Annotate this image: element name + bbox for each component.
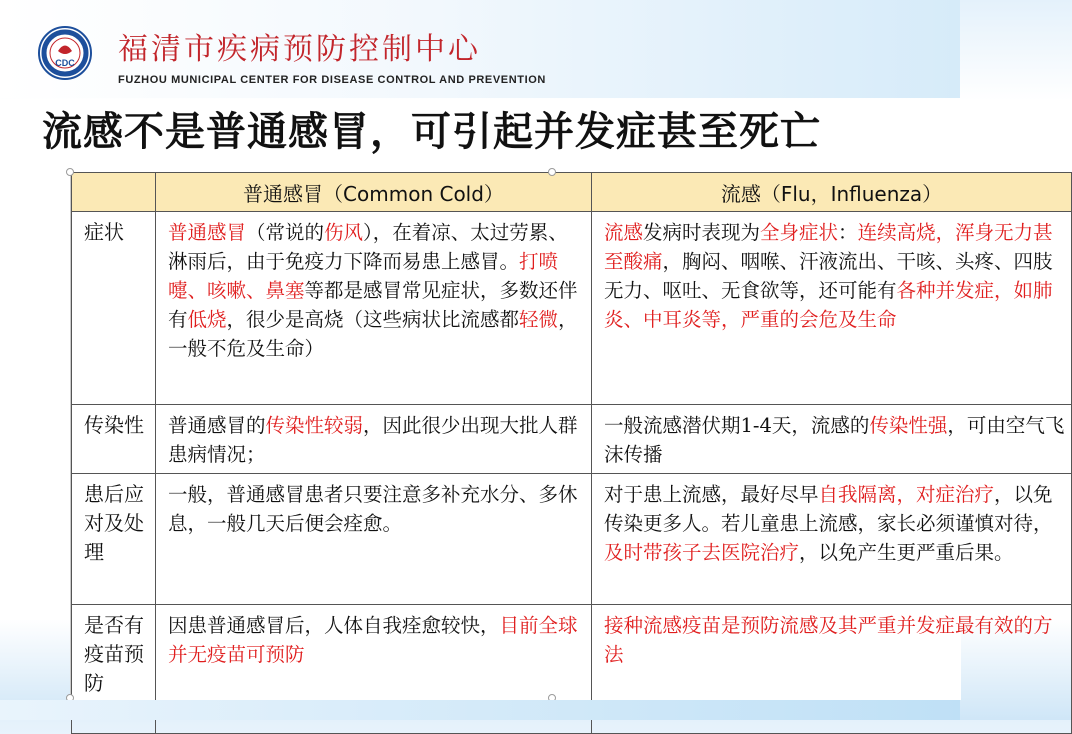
- highlighted-text: 全身症状: [760, 221, 839, 244]
- flu-cell: [592, 405, 1072, 474]
- org-name-en: FUZHOU MUNICIPAL CENTER FOR DISEASE CONTROL AND PREVENTION: [118, 74, 546, 86]
- cell-text: ，以免传染更多人。若儿童患上流感，家长必须谨慎对待，: [604, 483, 1053, 535]
- highlighted-text: 目前全球并无疫苗可预防: [168, 614, 578, 666]
- comparison-table: [71, 172, 1072, 734]
- column-header-flu: 流感（Flu，Influenza）: [592, 173, 1072, 212]
- org-name-cn: 福清市疾病预防控制中心: [118, 32, 481, 67]
- highlighted-text: 流感: [604, 221, 644, 244]
- resize-handle-top-middle[interactable]: [548, 168, 556, 176]
- flu-cell: [592, 474, 1072, 605]
- footer-band: [0, 700, 960, 720]
- cell-text: 等都是感冒常见症状，多数还伴有: [168, 279, 578, 331]
- resize-handle-top-left[interactable]: [66, 168, 74, 176]
- cell-text: ，胸闷、咽喉、汗液流出、干咳、头疼、四肢无力、呕吐、无食欲等，还可能有: [604, 250, 1053, 302]
- highlighted-text: 接种流感疫苗是预防流感及其严重并发症最有效的方法: [604, 614, 1053, 666]
- cell-text: ，一般不危及生命）: [168, 308, 578, 360]
- table-row-contagiousness: [72, 405, 1072, 474]
- highlighted-text: 各种并发症，如肺炎、中耳炎等，严重的会危及生命: [604, 279, 1053, 331]
- cell-text: ，很少是高烧（这些病状比流感都: [226, 308, 520, 331]
- cold-cell: [156, 212, 592, 405]
- cell-text: 一般，普通感冒患者只要注意多补充水分、多休息，一般几天后便会痊愈。: [168, 483, 578, 535]
- cell-text: 发病时表现为: [643, 221, 761, 244]
- row-label: 症状: [72, 212, 156, 405]
- highlighted-text: 普通感冒: [168, 221, 247, 244]
- highlighted-text: 传染性较弱: [265, 414, 364, 437]
- cell-text: ，可由空气飞沫传播: [604, 414, 1065, 466]
- row-label: 患后应对及处理: [72, 474, 156, 605]
- highlighted-text: 及时带孩子去医院治疗: [604, 541, 800, 564]
- highlighted-text: 打喷嚏、咳嗽、鼻塞: [168, 250, 559, 302]
- cell-text: ，因此很少出现大批人群患病情况；: [168, 414, 578, 466]
- table-row-treatment: [72, 474, 1072, 605]
- row-label: 是否有疫苗预防: [72, 605, 156, 734]
- cdc-logo: [38, 26, 92, 80]
- comparison-table-frame[interactable]: [70, 172, 1065, 700]
- cell-text: ，以免产生更严重后果。: [799, 541, 1014, 564]
- highlighted-text: 伤风: [324, 221, 364, 244]
- highlighted-text: 传染性强: [869, 414, 948, 437]
- logo-text: CDC: [55, 58, 75, 68]
- column-header-common-cold: 普通感冒（Common Cold）: [156, 173, 592, 212]
- table-row-symptoms: [72, 212, 1072, 405]
- cell-text: 对于患上流感，最好尽早: [604, 483, 819, 506]
- highlighted-text: 连续高烧，浑身无力甚至酸痛: [604, 221, 1053, 273]
- cell-text: 普通感冒的: [168, 414, 266, 437]
- highlighted-text: 自我隔离，对症治疗: [818, 483, 995, 506]
- cell-text: 一般流感潜伏期1-4天，流感的: [604, 414, 870, 437]
- table-header-row: [72, 173, 1072, 212]
- cell-text: （常说的: [246, 221, 325, 244]
- flu-cell: [592, 212, 1072, 405]
- cell-text: ：: [838, 221, 858, 244]
- cold-cell: [156, 474, 592, 605]
- highlighted-text: 低烧: [187, 308, 227, 331]
- row-label: 传染性: [72, 405, 156, 474]
- slide-title: 流感不是普通感冒，可引起并发症甚至死亡: [42, 109, 821, 155]
- cold-cell: [156, 405, 592, 474]
- column-header-empty: [72, 173, 156, 212]
- cell-text: ），在着凉、太过劳累、淋雨后，由于免疫力下降而易患上感冒。: [168, 221, 568, 273]
- highlighted-text: 轻微: [519, 308, 559, 331]
- cell-text: 因患普通感冒后，人体自我痊愈较快，: [168, 614, 500, 637]
